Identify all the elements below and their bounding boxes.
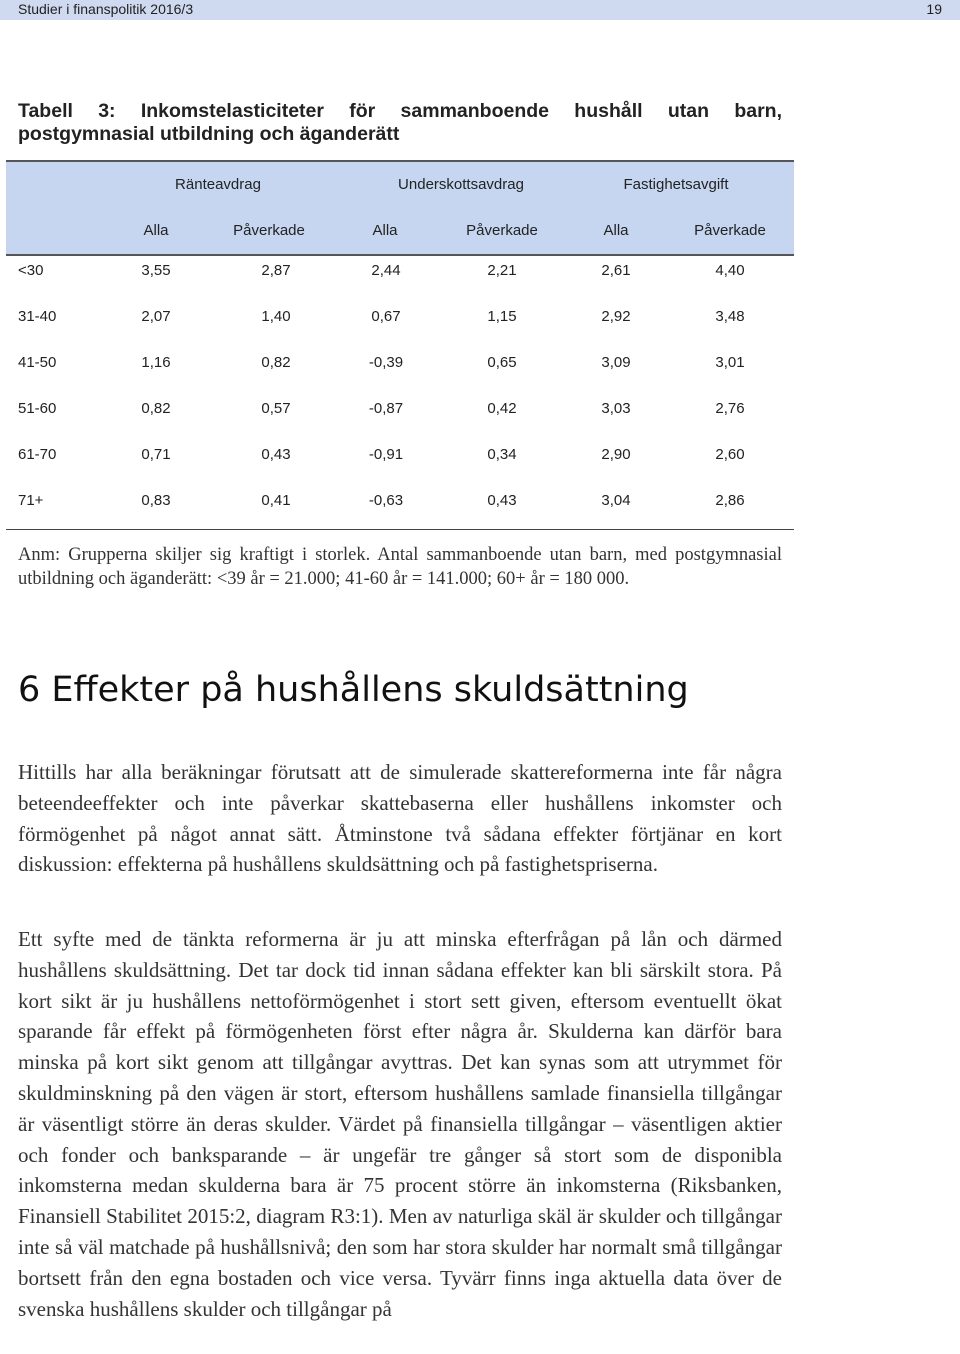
- table-cell: -0,39: [368, 354, 404, 371]
- subheader-alla-1: Alla: [143, 222, 169, 239]
- table-cell: 1,16: [141, 354, 171, 371]
- row-label: 41-50: [18, 354, 57, 371]
- table-cell: 0,57: [261, 400, 291, 417]
- table-cell: 2,87: [261, 262, 291, 279]
- row-label: <30: [18, 262, 44, 279]
- subheader-alla-3: Alla: [603, 222, 629, 239]
- elasticity-table: [6, 160, 794, 509]
- subheader-paverkade-1: Påverkade: [233, 222, 305, 239]
- row-label: 61-70: [18, 446, 57, 463]
- table-cell: 2,86: [715, 492, 745, 509]
- table-bottom-rule: [6, 529, 794, 530]
- table-cell: 0,41: [261, 492, 291, 509]
- table-cell: 0,42: [487, 400, 517, 417]
- table-cell: 0,65: [487, 354, 517, 371]
- table-cell: 3,55: [141, 262, 171, 279]
- table-cell: 0,82: [141, 400, 171, 417]
- table-cell: 0,82: [261, 354, 291, 371]
- table-cell: 2,60: [715, 446, 745, 463]
- table-cell: 2,61: [601, 262, 631, 279]
- table-note: Anm: Grupperna skiljer sig kraftigt i storlek. Antal sammanboende utan barn, med postgymnasial utbildning och äganderätt: <39 år = 21.000; 41-60 år = 141.000; 60+ år = 180 000.: [18, 545, 782, 589]
- table-row: [6, 254, 794, 300]
- table-cell: 3,03: [601, 400, 631, 417]
- table-cell: 3,04: [601, 492, 631, 509]
- table-cell: 2,76: [715, 400, 745, 417]
- table-row: [6, 484, 794, 530]
- table-cell: 2,92: [601, 308, 631, 325]
- table-cell: 2,90: [601, 446, 631, 463]
- table-row: [6, 392, 794, 438]
- table-cell: 2,07: [141, 308, 171, 325]
- section-heading: 6 Effekter på hushållens skuldsättning: [18, 670, 689, 710]
- row-label: 51-60: [18, 400, 57, 417]
- table-cell: 0,67: [371, 308, 401, 325]
- page-header: [0, 0, 960, 20]
- table-cell: 0,83: [141, 492, 171, 509]
- table-cell: -0,91: [368, 446, 404, 463]
- table-title: [18, 100, 782, 146]
- group-header-ranteavdrag: Ränteavdrag: [175, 176, 261, 193]
- publication-title: Studier i finanspolitik 2016/3: [18, 1, 194, 17]
- table-cell: -0,87: [368, 400, 404, 417]
- table-cell: 2,21: [487, 262, 517, 279]
- page-number: 19: [926, 1, 942, 17]
- subheader-paverkade-3: Påverkade: [694, 222, 766, 239]
- table-header: [6, 160, 794, 256]
- group-header-fastighetsavgift: Fastighetsavgift: [623, 176, 729, 193]
- table-cell: 1,15: [487, 308, 517, 325]
- table-title-line-1: Tabell 3: Inkomstelasticiteter för sammanboende hushåll utan barn,: [18, 100, 782, 122]
- table-cell: 2,44: [371, 262, 401, 279]
- table-cell: 0,43: [261, 446, 291, 463]
- body-paragraph-1: Hittills har alla beräkningar förutsatt att de simulerade skattereformerna inte får några beteendeeffekter och inte påverkar skattebaserna eller hushållens inkomster och förmögenhet på något annat sätt. Åtminstone två sådana effekter förtjänar en kort diskussion: effekterna på hushållens skuldsättning och på fastighetspriserna.: [18, 760, 782, 877]
- row-label: 71+: [18, 492, 44, 509]
- table-row: [6, 346, 794, 392]
- body-paragraph-2: Ett syfte med de tänkta reformerna är ju att minska efterfrågan på lån och därmed hushållens skuldsättning. Det tar dock tid innan sådana effekter kan bli särskilt stora. På kort sikt är ju hushållens nettoförmögenhet i stort sett given, eftersom eventuellt ökat sparande får effekt på förmögenheten först efter några år. Skulderna kan därför bara minska på kort sikt genom att tillgångar avyttras. Det kan synas som att utrymmet för skuldminskning på den vägen är stort, eftersom hushållens samlade finansiella tillgångar är väsentligt större än deras skulder. Värdet på finansiella tillgångar – väsentligen aktier och fonder och banksparande – är ungefär tre gånger så stort som de disponibla inkomsterna medan skulderna bara är 75 procent större än inkomsterna (Riksbanken, Finansiell Stabilitet 2015:2, diagram R3:1). Men av naturliga skäl är skulder och tillgångar inte så väl matchade på hushållsnivå; den som har stora skulder har normalt små tillgångar bortsett från den egna bostaden och vice versa. Tyvärr finns inga aktuella data över de svenska hushållens skulder och tillgångar på: [18, 927, 782, 1321]
- table-cell: 3,01: [715, 354, 745, 371]
- subheader-alla-2: Alla: [372, 222, 398, 239]
- table-cell: 3,09: [601, 354, 631, 371]
- table-cell: 0,43: [487, 492, 517, 509]
- table-cell: 3,48: [715, 308, 745, 325]
- table-title-line-2: postgymnasial utbildning och äganderätt: [18, 123, 400, 145]
- table-cell: 1,40: [261, 308, 291, 325]
- subheader-paverkade-2: Påverkade: [466, 222, 538, 239]
- row-label: 31-40: [18, 308, 57, 325]
- table-cell: 0,34: [487, 446, 517, 463]
- table-cell: 4,40: [715, 262, 745, 279]
- table-row: [6, 438, 794, 484]
- table-cell: 0,71: [141, 446, 171, 463]
- table-row: [6, 300, 794, 346]
- group-header-underskottsavdrag: Underskottsavdrag: [398, 176, 524, 193]
- table-cell: -0,63: [368, 492, 404, 509]
